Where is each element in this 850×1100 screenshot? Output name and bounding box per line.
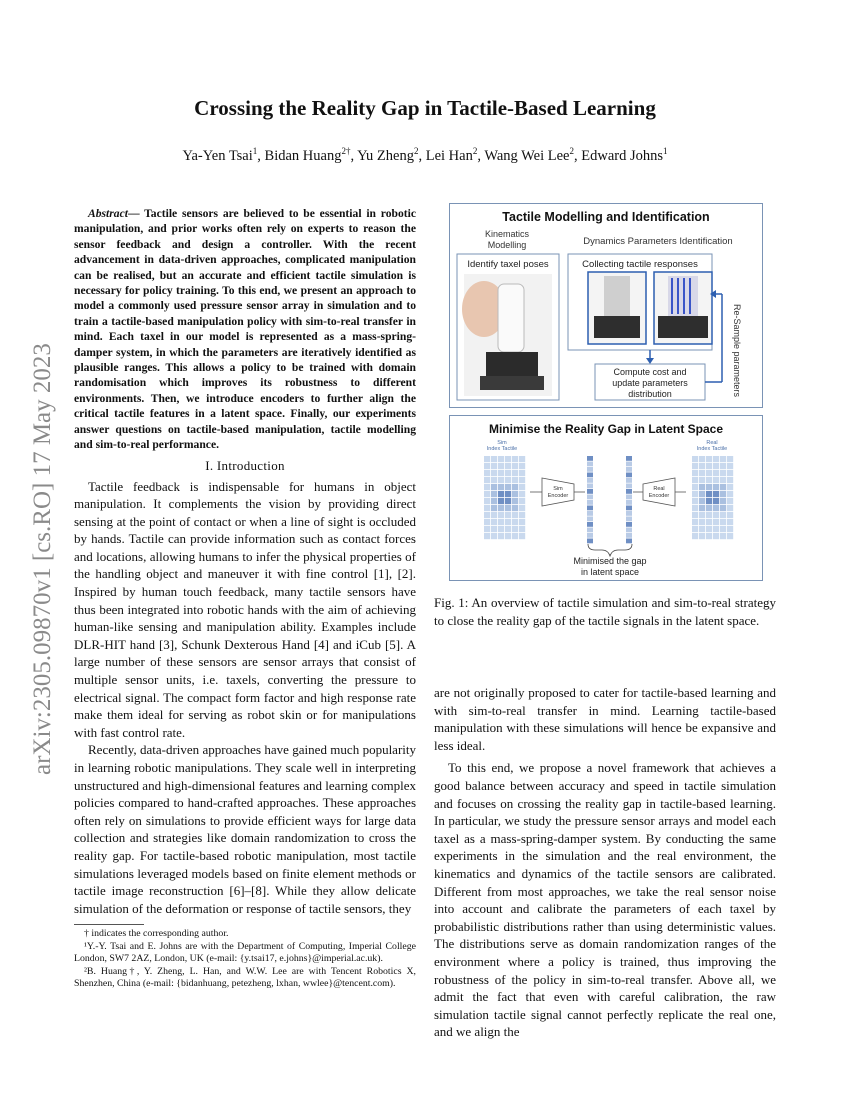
taxel-cell <box>720 526 726 532</box>
taxel-cell <box>720 505 726 511</box>
right-column <box>434 684 776 1041</box>
taxel-cell <box>692 533 698 539</box>
taxel-cell <box>512 533 518 539</box>
latent-cell <box>626 484 632 489</box>
latent-cell <box>587 489 593 494</box>
author-list <box>0 146 850 165</box>
latent-cell <box>626 456 632 461</box>
real-grid-label: Real Index Tactile <box>696 440 728 452</box>
taxel-cell <box>713 470 719 476</box>
taxel-cell <box>692 512 698 518</box>
author-affil: 1 <box>663 146 668 156</box>
author-sep: , <box>477 147 485 164</box>
kinematics-label: Kinematics Modelling <box>484 229 530 250</box>
author-affil: 2 <box>569 146 574 156</box>
author-sep: , <box>350 147 358 164</box>
identify-label: Identify taxel poses <box>467 259 549 270</box>
taxel-cell <box>491 470 497 476</box>
taxel-cell <box>498 512 504 518</box>
taxel-cell <box>720 470 726 476</box>
taxel-cell <box>498 456 504 462</box>
taxel-cell <box>692 505 698 511</box>
taxel-cell <box>505 484 511 490</box>
taxel-cell <box>498 477 504 483</box>
taxel-cell <box>491 456 497 462</box>
author: Lei Han <box>425 147 473 164</box>
latent-cell <box>587 511 593 516</box>
real-encoder-label: Real Encoder <box>648 486 670 499</box>
taxel-cell <box>498 526 504 532</box>
flow-arrowhead <box>646 358 654 364</box>
taxel-cell <box>498 505 504 511</box>
taxel-cell <box>512 477 518 483</box>
taxel-cell <box>727 505 733 511</box>
sim-encoder-label: Sim Encoder <box>547 486 569 499</box>
latent-cell <box>626 528 632 533</box>
taxel-cell <box>491 519 497 525</box>
taxel-cell <box>484 470 490 476</box>
author-affil: 2† <box>341 146 351 156</box>
taxel-cell <box>713 477 719 483</box>
taxel-cell <box>727 470 733 476</box>
latent-cell <box>626 506 632 511</box>
sim-latent-vector <box>587 456 593 543</box>
author: Ya-Yen Tsai <box>182 147 253 164</box>
latent-cell <box>587 528 593 533</box>
abstract-label: Abstract <box>88 207 128 220</box>
latent-cell <box>587 473 593 478</box>
intro-paragraph-3: To this end, we propose a novel framework that achieves a good balance between accuracy and speed in tactile simulation and focuses on crossing the reality gap in tactile-based learning. In particular, we study the pressure sensor arrays and model each taxel as a mass-spring-damper system. By conducting the same experiments in the simulation and the real environment, the kinematics and dynamics of the tactile sensors are calibrated. Different from most approaches, we take the real sensor noise into account and calibrate the parameters of each taxel by probabilistic distributions rather than using deterministic values. The distributions serve as domain randomization ranges of the environment where a policy is trained, thus improving the robustness of the policy in sim-to-real transfer. Above all, we admit the fact that even with careful calibration, the raw simulation tactile signal cannot perfectly replicate the real one, and we align the <box>434 760 776 1040</box>
taxel-cell <box>706 491 712 497</box>
taxel-cell <box>699 477 705 483</box>
abstract <box>74 206 416 453</box>
latent-cell <box>587 456 593 461</box>
taxel-cell <box>519 512 525 518</box>
taxel-cell <box>713 498 719 504</box>
author-affil: 2 <box>472 146 478 156</box>
footnote-affiliation-1: ¹Y.-Y. Tsai and E. Johns are with the Department of Computing, Imperial College London, SW7 2AZ, London, UK (e-mail: {y.tsai17, e.johns}@imperial.ac.uk). <box>74 940 416 965</box>
latent-cell <box>587 506 593 511</box>
taxel-cell <box>505 498 511 504</box>
taxel-cell <box>720 519 726 525</box>
taxel-cell <box>512 484 518 490</box>
latent-cell <box>587 539 593 544</box>
latent-cell <box>626 511 632 516</box>
taxel-cell <box>699 456 705 462</box>
taxel-cell <box>720 498 726 504</box>
section-heading: I. Introduction <box>205 457 285 473</box>
figure-panel-latent <box>449 415 763 581</box>
taxel-cell <box>512 470 518 476</box>
taxel-cell <box>727 519 733 525</box>
taxel-cell <box>720 484 726 490</box>
taxel-cell <box>484 456 490 462</box>
taxel-cell <box>519 484 525 490</box>
taxel-cell <box>727 491 733 497</box>
taxel-cell <box>720 463 726 469</box>
taxel-cell <box>484 477 490 483</box>
latent-cell <box>587 500 593 505</box>
taxel-cell <box>505 512 511 518</box>
taxel-cell <box>491 477 497 483</box>
taxel-cell <box>699 498 705 504</box>
taxel-cell <box>498 533 504 539</box>
taxel-cell <box>720 456 726 462</box>
latent-cell <box>587 533 593 538</box>
taxel-cell <box>519 491 525 497</box>
taxel-cell <box>727 456 733 462</box>
taxel-cell <box>720 533 726 539</box>
taxel-cell <box>727 533 733 539</box>
footnote-rule <box>74 924 144 925</box>
taxel-cell <box>498 470 504 476</box>
latent-cell <box>626 500 632 505</box>
taxel-cell <box>505 505 511 511</box>
taxel-cell <box>484 463 490 469</box>
taxel-cell <box>512 463 518 469</box>
taxel-cell <box>727 463 733 469</box>
taxel-cell <box>519 463 525 469</box>
panel-title-latent: Minimise the Reality Gap in Latent Space <box>488 422 724 436</box>
arxiv-id: arXiv:2305.09870v1 [cs.RO] 17 May 2023 <box>29 343 56 775</box>
taxel-cell <box>491 512 497 518</box>
footnote-corresponding: † indicates the corresponding author. <box>84 928 229 939</box>
taxel-cell <box>699 505 705 511</box>
figure-caption: Fig. 1: An overview of tactile simulation and sim-to-real strategy to close the reality gap of the tactile signals in the latent space. <box>434 595 776 628</box>
latent-cell <box>626 489 632 494</box>
taxel-cell <box>512 512 518 518</box>
taxel-cell <box>713 463 719 469</box>
taxel-cell <box>505 491 511 497</box>
taxel-cell <box>505 533 511 539</box>
taxel-cell <box>484 484 490 490</box>
taxel-cell <box>692 463 698 469</box>
taxel-cell <box>498 491 504 497</box>
paper-title: Crossing the Reality Gap in Tactile-Based Learning <box>194 96 656 120</box>
taxel-cell <box>706 519 712 525</box>
footnote-affiliation-2: ²B. Huang†, Y. Zheng, L. Han, and W.W. Lee are with Tencent Robotics X, Shenzhen, China (e-mail: {bidanhuang, petezheng, lxhan, wwlee}@tencent.com). <box>74 965 416 990</box>
taxel-cell <box>699 491 705 497</box>
taxel-cell <box>713 484 719 490</box>
author-affil: 1 <box>252 146 258 156</box>
taxel-cell <box>692 498 698 504</box>
gap-label: Minimised the gap in latent space <box>573 556 647 577</box>
panel-title-modelling: Tactile Modelling and Identification <box>502 210 710 224</box>
taxel-cell <box>692 491 698 497</box>
taxel-cell <box>706 463 712 469</box>
taxel-cell <box>519 470 525 476</box>
taxel-cell <box>692 456 698 462</box>
latent-cell <box>587 495 593 500</box>
latent-cell <box>626 495 632 500</box>
taxel-cell <box>505 477 511 483</box>
latent-cell <box>626 462 632 467</box>
taxel-cell <box>519 477 525 483</box>
taxel-cell <box>512 498 518 504</box>
taxel-cell <box>713 491 719 497</box>
taxel-cell <box>706 526 712 532</box>
taxel-cell <box>512 519 518 525</box>
latent-cell <box>626 478 632 483</box>
taxel-cell <box>692 519 698 525</box>
taxel-cell <box>720 477 726 483</box>
latent-cell <box>587 484 593 489</box>
taxel-cell <box>727 512 733 518</box>
sim-grid-label: Sim Index Tactile <box>486 440 518 452</box>
author-sep: , <box>257 147 265 164</box>
abstract-dash: — <box>127 207 145 220</box>
compute-label: Compute cost and update parameters distribution <box>612 367 688 399</box>
taxel-cell <box>491 498 497 504</box>
author-affil: 2 <box>413 146 419 156</box>
taxel-cell <box>505 463 511 469</box>
taxel-cell <box>512 526 518 532</box>
taxel-cell <box>699 533 705 539</box>
taxel-cell <box>727 484 733 490</box>
taxel-cell <box>699 519 705 525</box>
dynamics-label: Dynamics Parameters Identification <box>583 236 733 247</box>
latent-cell <box>626 467 632 472</box>
latent-cell <box>626 473 632 478</box>
taxel-cell <box>727 526 733 532</box>
resample-label: Re-Sample parameters <box>732 304 742 398</box>
author: Yu Zheng <box>357 147 414 164</box>
taxel-cell <box>505 519 511 525</box>
finger-photo <box>462 274 552 396</box>
taxel-cell <box>491 491 497 497</box>
taxel-cell <box>512 456 518 462</box>
taxel-cell <box>727 477 733 483</box>
taxel-cell <box>491 533 497 539</box>
taxel-cell <box>699 463 705 469</box>
latent-cell <box>587 517 593 522</box>
author: Wang Wei Lee <box>484 147 570 164</box>
taxel-cell <box>692 484 698 490</box>
taxel-cell <box>692 526 698 532</box>
taxel-cell <box>706 533 712 539</box>
intro-paragraph-2: Recently, data-driven approaches have gained much popularity in learning robotic manipulations. They scale well in interpreting unstructured and high-dimensional features and learning complex policies compared to hand-crafted approaches. These approaches often rely on simulations to provide efficient ways for large data collection and strategies like domain randomization to cross the reality gap. For tactile-based robotic manipulation, most tactile simulations leveraged models based on finite element methods or tactile image reconstruction [6]–[8]. While they allow delicate simulation of the deformation or response of tactile sensors, they <box>74 742 416 916</box>
latent-cell <box>626 522 632 527</box>
taxel-cell <box>498 484 504 490</box>
taxel-cell <box>484 491 490 497</box>
taxel-cell <box>692 470 698 476</box>
sim-photo <box>588 272 646 344</box>
taxel-cell <box>713 533 719 539</box>
taxel-cell <box>484 498 490 504</box>
taxel-cell <box>519 456 525 462</box>
figure-panel-modelling <box>449 203 763 408</box>
taxel-cell <box>713 512 719 518</box>
taxel-cell <box>699 470 705 476</box>
taxel-cell <box>706 512 712 518</box>
author-sep: , <box>418 147 426 164</box>
sim-encoder <box>542 478 574 506</box>
author-sep: , <box>574 147 582 164</box>
taxel-cell <box>706 477 712 483</box>
taxel-cell <box>491 463 497 469</box>
taxel-cell <box>505 470 511 476</box>
taxel-cell <box>512 505 518 511</box>
real-latent-vector <box>626 456 632 543</box>
intro-paragraph-1: Tactile feedback is indispensable for humans in object manipulation. It complements the vision by providing direct sensing at the point of contact or when a line of sight is occluded by hands. Tactile can provide information such as contact forces and locations, allowing humans to infer the physical properties of the handling object and maneuver it with fine control [1], [2]. Inspired by human touch feedback, many tactile sensors have thus been integrated into robotic hands with the aim of achieving human-like sensing and manipulation ability. Examples include DLR-HIT hand [3], Schunk Dexterous Hand [4] and iCub [5]. A large number of these sensors are sensor arrays that consist of multiple sensor units, i.e. taxels, converting the pressure to electrical signal. The compact form factor and high response rate make them ideal for serving as robot skin or for manipulations with fast control rate. <box>74 478 416 740</box>
taxel-cell <box>505 456 511 462</box>
taxel-cell <box>720 512 726 518</box>
taxel-cell <box>713 456 719 462</box>
latent-cell <box>626 517 632 522</box>
taxel-cell <box>713 526 719 532</box>
latent-cell <box>587 467 593 472</box>
taxel-cell <box>498 519 504 525</box>
taxel-cell <box>519 533 525 539</box>
taxel-cell <box>512 491 518 497</box>
taxel-cell <box>713 519 719 525</box>
latent-cell <box>587 478 593 483</box>
taxel-cell <box>706 498 712 504</box>
taxel-cell <box>706 484 712 490</box>
taxel-cell <box>498 498 504 504</box>
taxel-cell <box>706 505 712 511</box>
latent-brace <box>588 544 632 556</box>
taxel-cell <box>706 456 712 462</box>
taxel-cell <box>484 526 490 532</box>
taxel-cell <box>519 498 525 504</box>
sim-tactile-grid <box>484 456 525 539</box>
taxel-cell <box>484 533 490 539</box>
taxel-cell <box>727 498 733 504</box>
collecting-label: Collecting tactile responses <box>582 259 698 270</box>
taxel-cell <box>505 526 511 532</box>
abstract-text: Tactile sensors are believed to be essential in robotic manipulation, and prior works often rely on experts to reason the sensor feedback and design a controller. With the recent advancement in data-driven approaches, complicated manipulation can be realised, but an accurate and efficient tactile simulation is necessary for policy training. To this end, we present an approach to model a commonly used pressure sensor array in simulation and to train a tactile-based manipulation policy with sim-to-real transfer in mind. Each taxel in our model is represented as a mass-spring-damper system, in which the parameters are iteratively identified as plausible ranges. This allows a policy to be trained with domain randomisation which improves its robustness to different environments. Then, we introduce encoders to further align the critical tactile features in a latent space. Finally, our experiments answer questions on tactile-based manipulation, tactile modelling and sim-to-real performance. <box>74 207 416 452</box>
intro-continuation: are not originally proposed to cater for tactile-based learning and with sim-to-real transfer in mind. Learning tactile-based manipulation with these simulations will hence be expansive and less ideal. <box>434 685 776 753</box>
left-column <box>74 206 416 917</box>
taxel-cell <box>491 526 497 532</box>
taxel-cell <box>699 526 705 532</box>
taxel-cell <box>706 470 712 476</box>
latent-cell <box>626 539 632 544</box>
latent-cell <box>587 462 593 467</box>
real-encoder <box>643 478 675 506</box>
real-tactile-grid <box>692 456 733 539</box>
taxel-cell <box>519 505 525 511</box>
latent-cell <box>626 533 632 538</box>
taxel-cell <box>491 484 497 490</box>
taxel-cell <box>491 505 497 511</box>
taxel-cell <box>484 512 490 518</box>
taxel-cell <box>484 505 490 511</box>
taxel-cell <box>484 519 490 525</box>
footnotes <box>74 928 416 991</box>
latent-cell <box>587 522 593 527</box>
taxel-cell <box>692 477 698 483</box>
taxel-cell <box>498 463 504 469</box>
taxel-cell <box>699 512 705 518</box>
author: Edward Johns <box>581 147 664 164</box>
author: Bidan Huang <box>264 147 342 164</box>
taxel-cell <box>713 505 719 511</box>
taxel-cell <box>720 491 726 497</box>
real-photo <box>654 272 712 344</box>
taxel-cell <box>519 526 525 532</box>
taxel-cell <box>519 519 525 525</box>
taxel-cell <box>699 484 705 490</box>
arxiv-sidebar <box>6 270 64 790</box>
